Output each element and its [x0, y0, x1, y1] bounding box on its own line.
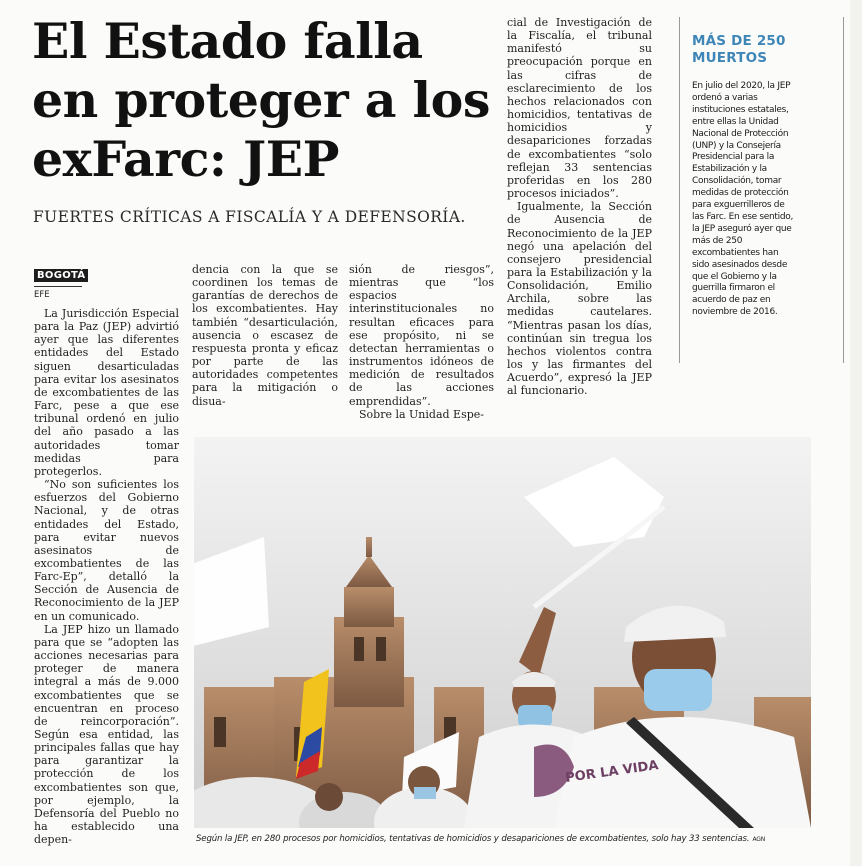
page-edge [850, 0, 862, 866]
body-paragraph: sión de riesgos”, mientras que “los espacios interinstitucionales no resultan eficaces para ese propósito, ni se detectan herramientas o instrumentos idóneos de medición de resultados de las acciones emprendidas”. [349, 263, 494, 408]
news-photo [194, 437, 811, 828]
byline [34, 263, 88, 300]
news-agency: EFE [34, 286, 82, 300]
body-paragraph: Sobre la Unidad Espe- [359, 407, 484, 421]
sidebar-border-left [679, 17, 680, 363]
headline: El Estado falla en proteger a los exFarc: JEP [32, 12, 490, 188]
body-column-4 [507, 16, 652, 398]
subhead: FUERTES CRÍTICAS A FISCALÍA Y A DEFENSORÍA. [33, 208, 466, 226]
body-column-1 [34, 307, 179, 846]
photo-caption [196, 834, 816, 845]
body-paragraph: Igualmente, la Sección de Ausencia de Reconocimiento de la JEP negó una apelación del consejero presidencial para la Estabilización y la Consolidación, Emilio Archila, sobre las medidas cautelares. “Mientras pasan los días, continúan sin tregua los hechos violentos contra los y las firmantes del Acuerdo”, expresó la JEP al funcionario. [507, 200, 652, 398]
body-paragraph: dencia con la que se coordinen los temas de garantías de derechos de los excombatientes. Hay también “desarticulación, ausencia o escasez de respuesta pronta y eficaz por parte de las autoridades competentes para la mitigación o disua- [192, 263, 338, 408]
photo-credit: AGN [752, 836, 766, 843]
body-column-3 [349, 263, 494, 421]
sidebar-title: MÁS DE 250 MUERTOS [692, 33, 786, 66]
dateline-place: BOGOTÁ [34, 269, 88, 282]
body-column-2 [192, 263, 338, 408]
sidebar-border-right [843, 17, 844, 363]
shirt-text: POR LA VIDA [564, 758, 660, 786]
body-paragraph: La JEP hizo un llamado para que se “adopten las acciones necesarias para proteger de manera integral a más de 9.000 excombatientes que se encuentran en proceso de reincorporación”. Según esa entidad, las principales fallas que hay para garantizar la protección de los excombatientes son que, por ejemplo, la Defensoría del Pueblo no ha establecido una depen- [34, 622, 179, 847]
caption-text: Según la JEP, en 280 procesos por homicidios, tentativas de homicidios y desapariciones de excombatientes, solo hay 33 sentencias. [196, 834, 750, 844]
body-paragraph: cial de Investigación de la Fiscalía, el tribunal manifestó su preocupación porque en las cifras de esclarecimiento de los hechos relacionados con homicidios, tentativas de homicidios y desapariciones forzadas de excombatientes “solo reflejan 33 sentencias proferidas en los 280 procesos iniciados”. [507, 16, 652, 201]
body-paragraph: “No son suficientes los esfuerzos del Gobierno Nacional, y de otras entidades del Estado, para evitar nuevos asesinatos de excombatientes de las Farc-Ep”, detalló la Sección de Ausencia de Reconocimiento de la JEP en un comunicado. [34, 478, 179, 623]
sidebar-text: En julio del 2020, la JEP ordenó a varias instituciones estatales, entre ellas la Unidad Nacional de Protección (UNP) y la Consejería Presidencial para la Estabilización y la Consolidación, tomar medidas de protección para exguerrilleros de las Farc. En ese sentido, la JEP aseguró ayer que más de 250 excombatientes han sido asesinados desde que el Gobierno y la guerrilla firmaron el acuerdo de paz en noviembre de 2016. [692, 81, 794, 318]
body-paragraph: La Jurisdicción Especial para la Paz (JEP) advirtió ayer que las diferentes entidades del Estado siguen desarticuladas para evitar los asesinatos de excombatientes de las Farc, pese a que ese tribunal ordenó en julio del año pasado a las autoridades tomar medidas para protegerlos. [34, 307, 179, 478]
